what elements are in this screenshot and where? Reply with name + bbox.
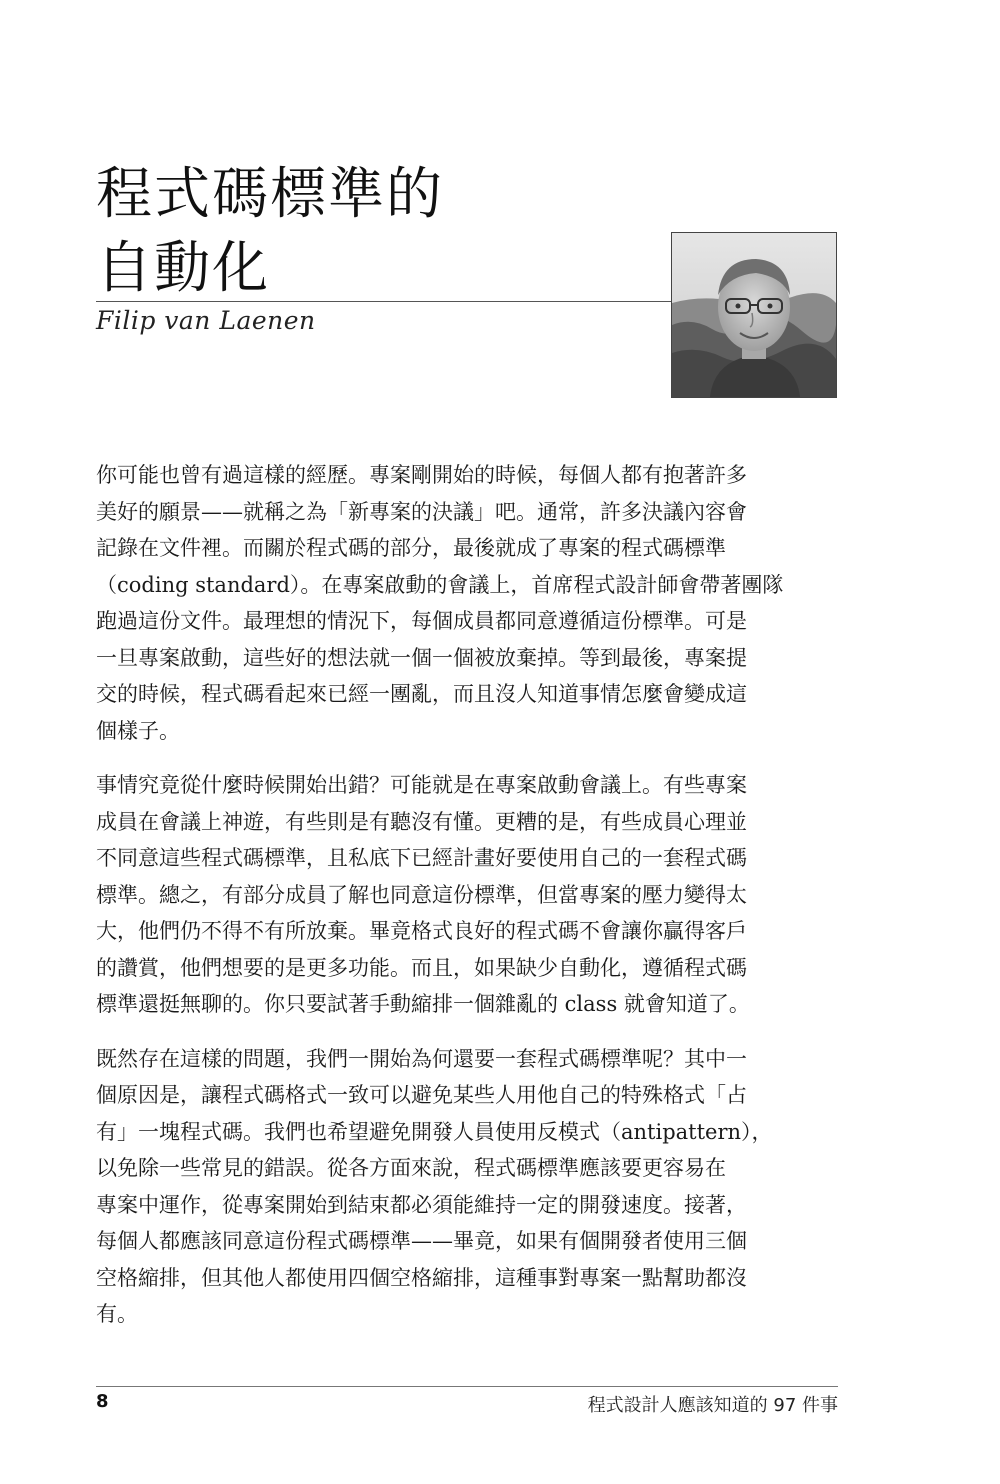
chapter-title-line-2: 自動化 [96, 236, 270, 301]
text-line: 以免除一些常見的錯誤。從各方面來說，程式碼標準應該要更容易在 [96, 1156, 726, 1180]
text-line: 成員在會議上神遊，有些則是有聽沒有懂。更糟的是，有些成員心理並 [96, 809, 747, 834]
running-book-title: 程式設計人應該知道的 97 件事 [587, 1395, 838, 1416]
text-line: （coding standard）。在專案啟動的會議上，首席程式設計師會帶著團隊 [96, 572, 784, 597]
author-name: Filip van Laenen [96, 306, 316, 335]
text-line: 事情究竟從什麼時候開始出錯？可能就是在專案啟動會議上。有些專案 [96, 773, 747, 797]
text-line: 有」一塊程式碼。我們也希望避免開發人員使用反模式（antipattern）， [96, 1119, 773, 1144]
text-line: 美好的願景——就稱之為「新專案的決議」吧。通常，許多決議內容會 [96, 499, 747, 524]
text-line: 每個人都應該同意這份程式碼標準——畢竟，如果有個開發者使用三個 [96, 1229, 747, 1253]
text-line: 你可能也曾有過這樣的經歷。專案剛開始的時候，每個人都有抱著許多 [96, 463, 747, 487]
paragraph-3 [96, 1041, 842, 1333]
footer-divider [96, 1386, 838, 1387]
text-line: 專案中運作，從專案開始到結束都必須能維持一定的開發速度。接著， [96, 1192, 747, 1217]
text-line: 跑過這份文件。最理想的情況下，每個成員都同意遵循這份標準。可是 [96, 609, 747, 633]
chapter-title-line-1: 程式碼標準的 [96, 162, 444, 227]
text-line: 標準。總之，有部分成員了解也同意這份標準，但當專案的壓力變得太 [96, 882, 747, 907]
page-number: 8 [96, 1391, 109, 1412]
chapter-title [96, 158, 444, 306]
paragraph-2 [96, 767, 842, 1023]
text-line: 空格縮排，但其他人都使用四個空格縮排，這種事對專案一點幫助都沒 [96, 1265, 747, 1290]
text-line: 有。 [96, 1302, 138, 1326]
text-line: 標準還挺無聊的。你只要試著手動縮排一個雜亂的 class 就會知道了。 [96, 992, 750, 1016]
author-portrait-photo [671, 232, 837, 398]
article-body [96, 457, 842, 1351]
title-divider [96, 301, 672, 302]
paragraph-1 [96, 457, 842, 749]
text-line: 一旦專案啟動，這些好的想法就一個一個被放棄掉。等到最後，專案提 [96, 645, 747, 670]
text-line: 既然存在這樣的問題，我們一開始為何還要一套程式碼標準呢？其中一 [96, 1046, 747, 1071]
text-line: 不同意這些程式碼標準，且私底下已經計畫好要使用自己的一套程式碼 [96, 846, 747, 870]
text-line: 交的時候，程式碼看起來已經一團亂，而且沒人知道事情怎麼會變成這 [96, 682, 747, 706]
text-line: 大，他們仍不得不有所放棄。畢竟格式良好的程式碼不會讓你贏得客戶 [96, 919, 747, 943]
text-line: 個樣子。 [96, 718, 180, 743]
text-line: 記錄在文件裡。而關於程式碼的部分，最後就成了專案的程式碼標準 [96, 536, 726, 560]
text-line: 個原因是，讓程式碼格式一致可以避免某些人用他自己的特殊格式「占 [96, 1083, 747, 1107]
text-line: 的讚賞，他們想要的是更多功能。而且，如果缺少自動化，遵循程式碼 [96, 955, 747, 980]
